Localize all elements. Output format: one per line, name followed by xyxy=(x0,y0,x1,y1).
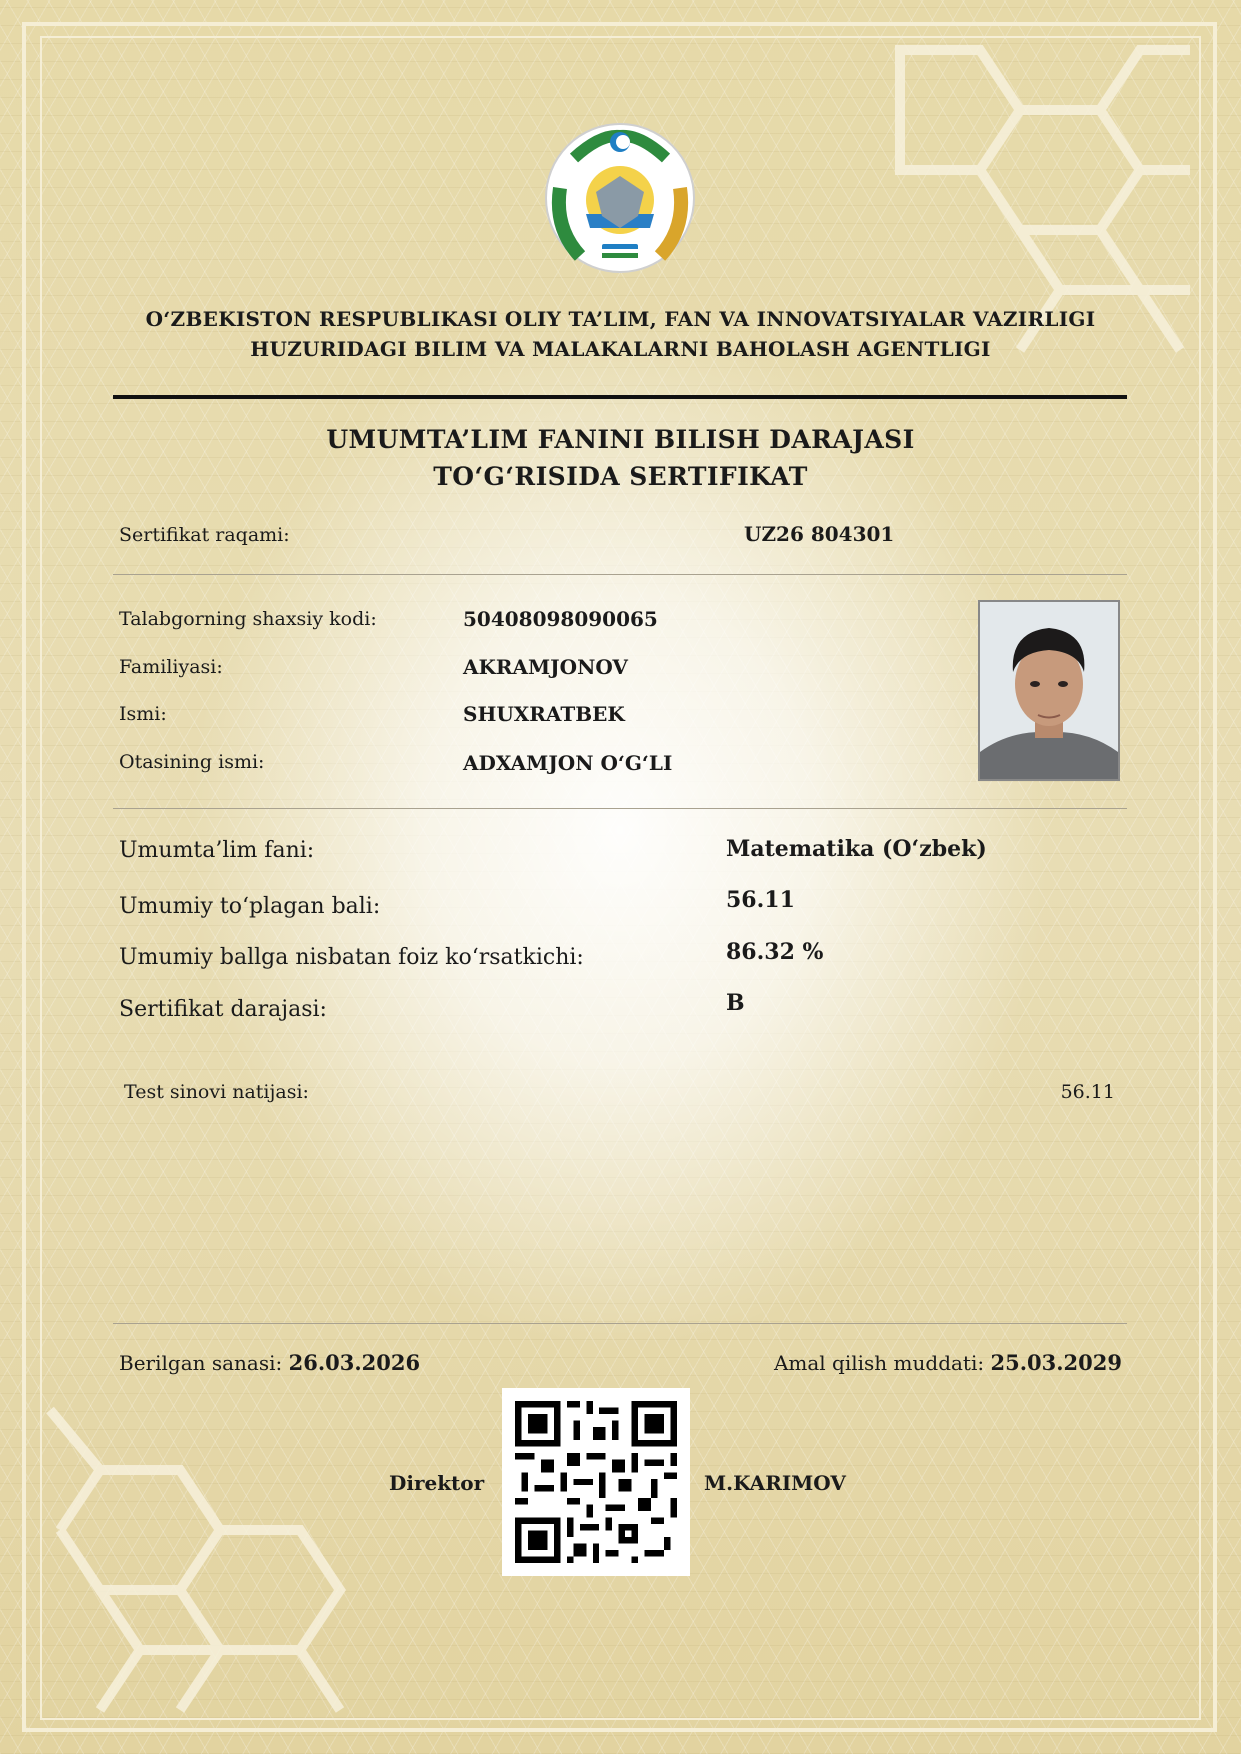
test-result-value: 56.11 xyxy=(1060,1081,1115,1103)
title-line-2: TO‘G‘RISIDA SERTIFIKAT xyxy=(433,462,808,491)
corner-ornament-bottom-left xyxy=(40,1390,380,1720)
patronymic-value: ADXAMJON O‘G‘LI xyxy=(463,751,673,775)
agency-line-1: O‘ZBEKISTON RESPUBLIKASI OLIY TA’LIM, FAN VA INNOVATSIYALAR VAZIRLIGI xyxy=(145,307,1096,331)
valid-until-label: Amal qilish muddati: xyxy=(773,1351,985,1375)
issued-date-label: Berilgan sanasi: xyxy=(119,1351,283,1375)
title-line-1: UMUMTA’LIM FANINI BILISH DARAJASI xyxy=(326,425,915,454)
director-role: Direktor xyxy=(389,1471,485,1495)
test-result-label: Test sinovi natijasi: xyxy=(124,1081,309,1103)
divider-2 xyxy=(113,808,1127,809)
portrait-image xyxy=(980,602,1118,779)
total-score-label: Umumiy to‘plagan bali: xyxy=(119,894,381,919)
valid-until-value: 25.03.2029 xyxy=(990,1350,1122,1375)
subject-label: Umumta’lim fani: xyxy=(119,838,315,863)
given-name-value: SHUXRATBEK xyxy=(463,702,625,726)
percentage-value: 86.32 % xyxy=(726,939,824,965)
certificate-level-value: B xyxy=(726,990,745,1016)
divider-3 xyxy=(113,1323,1127,1324)
surname-label: Familiyasi: xyxy=(119,656,223,678)
header-divider xyxy=(113,395,1127,399)
valid-until-date xyxy=(774,1350,1122,1375)
percentage-label: Umumiy ballga nisbatan foiz ko‘rsatkichi: xyxy=(119,945,584,970)
total-score-value: 56.11 xyxy=(726,887,795,913)
certificate-number-value: UZ26 804301 xyxy=(744,522,895,546)
issued-date-value: 26.03.2026 xyxy=(288,1350,421,1375)
issued-date xyxy=(119,1350,420,1375)
applicant-photo xyxy=(978,600,1120,781)
subject-value: Matematika (O‘zbek) xyxy=(726,836,987,862)
director-name: M.KARIMOV xyxy=(704,1471,846,1495)
surname-value: AKRAMJONOV xyxy=(463,655,628,679)
given-name-label: Ismi: xyxy=(119,703,167,725)
qr-code-icon[interactable] xyxy=(502,1388,690,1576)
divider-1 xyxy=(113,574,1127,575)
certificate-number-label: Sertifikat raqami: xyxy=(119,524,290,546)
patronymic-label: Otasining ismi: xyxy=(119,751,265,773)
personal-code-value: 50408098090065 xyxy=(463,607,658,631)
state-emblem-icon xyxy=(540,118,700,274)
personal-code-label: Talabgorning shaxsiy kodi: xyxy=(119,608,377,630)
certificate-level-label: Sertifikat darajasi: xyxy=(119,997,327,1022)
agency-line-2: HUZURIDAGI BILIM VA MALAKALARNI BAHOLASH AGENTLIGI xyxy=(250,337,991,361)
